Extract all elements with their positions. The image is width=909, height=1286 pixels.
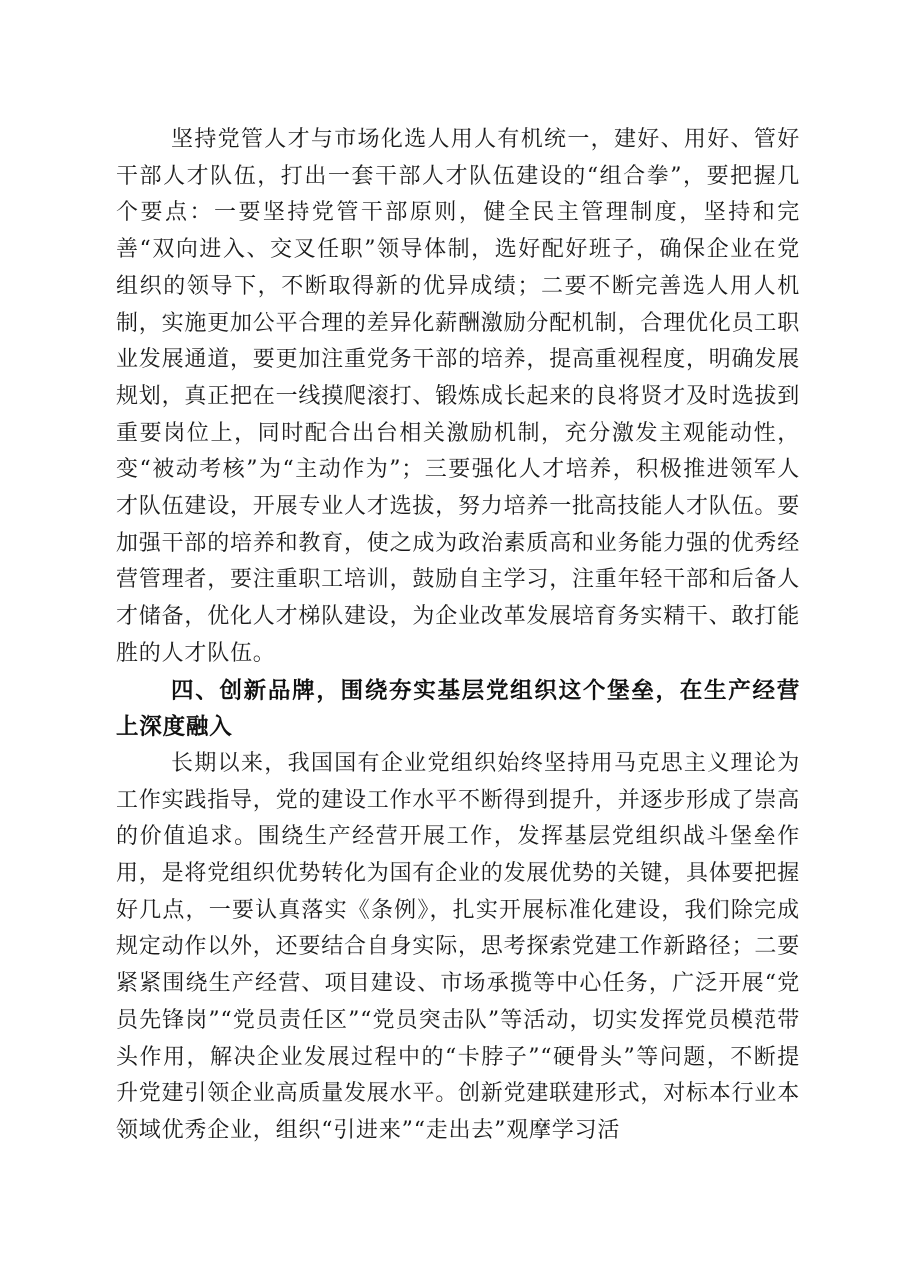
document-body bbox=[116, 122, 800, 1150]
paragraph-grassroots-party: 长期以来，我国国有企业党组织始终坚持用马克思主义理论为工作实践指导，党的建设工作水平不断得到提升，并逐步形成了崇高的价值追求。围绕生产经营开展工作，发挥基层党组织战斗堡垒作用，是将党组织优势转化为国有企业的发展优势的关键，具体要把握好几点，一要认真落实《条例》，扎实开展标准化建设，我们除完成规定动作以外，还要结合自身实际，思考探索党建工作新路径；二要紧紧围绕生产经营、项目建设、市场承揽等中心任务，广泛开展“党员先锋岗”“党员责任区”“党员突击队”等活动，切实发挥党员模范带头作用，解决企业发展过程中的“卡脖子”“硬骨头”等问题，不断提升党建引领企业高质量发展水平。创新党建联建形式，对标本行业本领域优秀企业，组织“引进来”“走出去”观摩学习活 bbox=[116, 750, 801, 1143]
section-heading-4: 四、创新品牌，围绕夯实基层党组织这个堡垒，在生产经营上深度融入 bbox=[116, 677, 800, 741]
paragraph-talent-management: 坚持党管人才与市场化选人用人有机统一，建好、用好、管好干部人才队伍，打出一套干部人才队伍建设的“组合拳”，要把握几个要点：一要坚持党管干部原则，健全民主管理制度，坚持和完善“双向进入、交叉任职”领导体制，选好配好班子，确保企业在党组织的领导下，不断取得新的优异成绩；二要不断完善选人用人机制，实施更加公平合理的差异化薪酬激励分配机制，合理优化员工职业发展通道，要更加注重党务干部的培养，提高重视程度，明确发展规划，真正把在一线摸爬滚打、锻炼成长起来的良将贤才及时选拔到重要岗位上，同时配合出台相关激励机制，充分激发主观能动性，变“被动考核”为“主动作为”；三要强化人才培养，积极推进领军人才队伍建设，开展专业人才选拔，努力培养一批高技能人才队伍。要加强干部的培养和教育，使之成为政治素质高和业务能力强的优秀经营管理者，要注重职工培训，鼓励自主学习，注重年轻干部和后备人才储备，优化人才梯队建设，为企业改革发展培育务实精干、敢打能胜的人才队伍。 bbox=[116, 127, 801, 666]
